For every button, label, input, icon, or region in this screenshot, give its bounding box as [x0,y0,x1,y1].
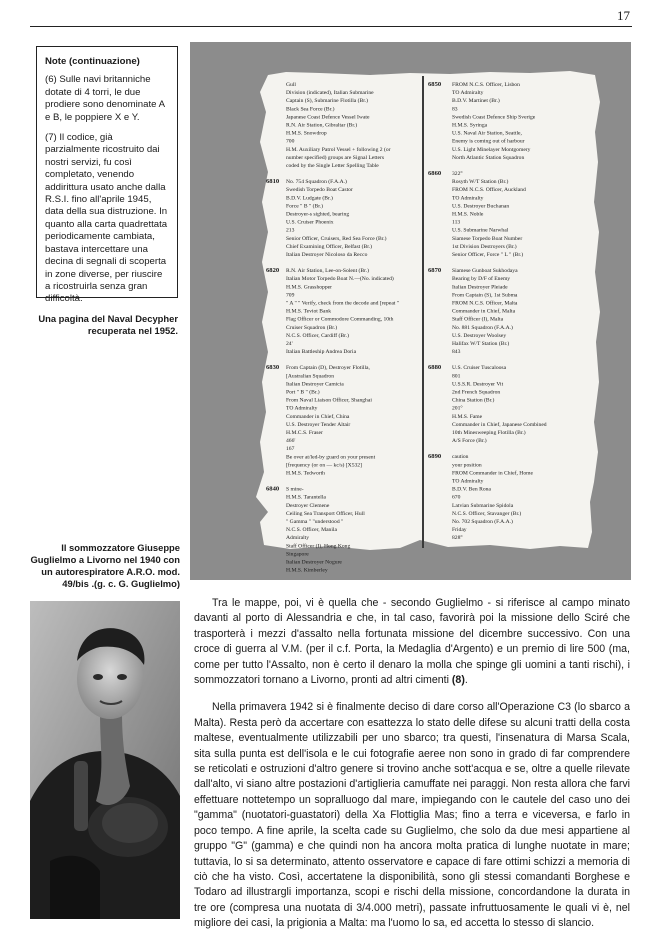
codebook-entry: 700 [286,138,295,145]
diver-portrait [30,601,180,919]
codebook-entry: Gull [286,82,296,88]
codebook-group-code: 6880 [428,364,442,372]
codebook-entry: H.M.S. Kimberley [286,567,328,574]
codebook-entry: N.C.S. Officer, Cardiff (Br.) [286,332,349,339]
header-rule [30,26,632,27]
codebook-group-code: 6830 [266,364,280,372]
codebook-entry: Division (indicated), Italian Submarine [286,90,374,97]
codebook-entry: U.S. Destroyer Buchanan [452,203,510,210]
codebook-group-code: 6810 [266,178,280,186]
codebook-entry: 213 [286,227,295,234]
codebook-entry: Italian Battleship Andrea Doria [286,349,357,356]
paragraph-1-text: Tra le mappe, poi, vi è quella che - secondo Guglielmo - si riferisce al campo minato davanti al porto di Alessandria e che, in tal caso, favorirà poi la missione dello Sciré che trasporterà i mezzi d'assalto nella fortunata missione del dicembre successivo. Con una croce di guerra al V.M. (per il c.f. Porta, la Medaglia d'Argento) e un premio di lire 500 (ma, come per tutto l'Assalto, non è certo il denaro la molla che spinge gli uomini a tanti rischi), i sommozzatori tornano a Livorno, pronti ad altri cimenti [194,597,630,687]
codebook-entry: Black Sea Force (Br.) [286,106,335,113]
codebook-entry: coded by the Single Letter Spelling Table [286,163,379,169]
codebook-entry: Commander in Chief, Japanese Combined [452,421,547,428]
codebook-entry: Staff Officer (I), Malta [452,316,504,323]
codebook-entry: No. 754 Squadron (F.A.A.) [286,179,347,186]
codebook-entry: H.M.C.S. Fraser [286,430,323,436]
codebook-entry: U.S. Naval Air Station, Seattle, [452,130,522,137]
codebook-entry: 709 [286,292,295,299]
codebook-entry: Italian Destroyer Nicoloso da Recco [286,252,368,258]
codebook-entry: 670 [452,494,461,501]
codebook-entry: U.S.S.R. Destroyer Vit [452,381,504,388]
codebook-entry: FROM Commander in Chief, Home [452,470,533,477]
codebook-entry: Destroyer Clemene [286,502,330,509]
codebook-entry: 1st Division Destroyers (Br.) [452,243,517,250]
codebook-group-code: 6820 [266,267,280,275]
codebook-entry: " A " " Verify, check from the decode and [repeat " [286,300,400,307]
codebook-entry: B.D.V. Martinet (Br.) [452,98,500,105]
codebook-entry: From Naval Liaison Officer, Shanghai [286,397,372,404]
codebook-entry: 167 [286,446,295,453]
caption-decypher: Una pagina del Naval Decypher recuperata nel 1952. [38,313,178,336]
codebook-entry: B.D.V. Ben Rona [452,486,491,493]
codebook-entry: Staff Officer (I), Hong Kong [286,543,351,550]
codebook-entry: Chief Examining Officer, Belfast (Br.) [286,243,373,250]
codebook-entry: 466' [286,438,296,445]
footnote-ref-8: (8) [451,674,465,687]
codebook-entry: H.M. Auxiliary Patrol Vessel + following 2 (or [286,146,391,153]
codebook-entry: Commander in Chief, China [286,413,350,420]
codebook-entry: number specified) groups are Signal Letters [286,154,385,161]
article-paragraph-2: Nella primavera 1942 si è finalmente deciso di dare corso all'Operazione C3 (lo sbarco a Malta). Resta però da accertare con esattezza lo stato delle difese su alcuni tratti della costa maltese, eventualmente utilizzabili per uno sbarco; tra questi, l'insenatura di Marsa Scala, sita sulla punta est dell'isola e le cui fotografie aeree non sono in grado di far comprendere se reticolati e ostruzioni d'altro genere si trovino anche sott'acqua e se, oltre a quelle rilevate dall'alto, vi siano altre postazioni d'artiglieria camuffate nei paraggi. Non resta allora che farvi effettuare nottetempo un sopralluogo dal mare, impiegando con le cautele del caso uno dei "gamma" (nuotatori-guastatori) della Xa Flottiglia Mas; fino a terra e viceversa, e farlo in poco tempo. A fine aprile, la scelta cade su Guglielmo, che solo da due mesi appartiene al gruppo "G" (gamma) e che quindi non ha ancora molta pratica di lunghe nuotate in mare; tuttavia, lo si sa determinato, attento osservatore e capace di fare ottimi schizzi a memoria di ciò che ha visto. Così, accertatene la disponibilità, sono gli stessi comandanti Borghese e Todaro ad illustrargli importanza, scopi e rischi della missione, concordandone la durata in tre ore (compresa una nuotata di 3/4.000 metri), passate infruttuosamente le quali vi è, nel migliore dei casi, la prigionia a Malta: ma l'uomo lo sa, ed accetta lo stesso di slancio. [194,701,630,930]
codebook-entry: Swedish Torpedo Boat Castor [286,187,353,194]
codebook-entry: Cruiser Squadron (Br.) [286,324,338,331]
codebook-entry: A/S Force (Br.) [452,438,487,445]
codebook-entry: B.D.V. Ludgate (Br.) [286,195,333,202]
codebook-entry: TO Admiralty [452,478,484,485]
codebook-entry: Halifax W/T Station (Br.) [452,341,510,347]
codebook-entry: 801 [452,373,461,380]
note-7: (7) Il codice, già parzialmente ricostruito dai nostri servizi, fu così completato, venendo addirittura usato anche dalla R.S.I. fino all'aprile 1945, data della sua distruzione. In quanto alla carta quadrettata periodicamente cambiata, bastava intercettare una decina di segnali di scoperta in zone diverse, per riuscire a ricostruirla senza gran difficoltà. [45,132,168,305]
codebook-entry: U.S. Destroyer Tender Altair [286,421,351,428]
codebook-group-code: 6840 [266,485,280,493]
article-paragraph-1 [194,596,630,688]
codebook-entry: Captain (S), Submarine Flotilla (Br.) [286,98,369,105]
codebook-entry: 24' [286,341,293,347]
codebook-entry: H.M.S. Tarantella [286,494,326,501]
codebook-entry: Latvian Submarine Spidola [452,502,514,509]
codebook-entry: No. 881 Squadron (F.A.A.) [452,324,513,331]
codebook-entry: 201° [452,405,463,412]
caption-diver: Il sommozzatore Giuseppe Guglielmo a Livorno nel 1940 con un autorespiratore A.R.O. mod. 49/bis .(g. c. G. Guglielmo) [30,542,180,589]
codebook-entry: Japanese Coast Defence Vessel Iwate [286,114,370,121]
codebook-entry: " Gamma " "understood " [286,519,344,525]
codebook-gutter [422,76,424,548]
codebook-entry: [Australian Squadron [286,373,335,380]
codebook-entry: N.C.S. Officer, Manila [286,527,337,534]
codebook-entry: U.S. Light Minelayer Montgomery [452,146,531,153]
codebook-entry: Italian Destroyer Nogure [286,559,342,566]
codebook-entry: 83 [452,106,458,113]
codebook-entry: H.M.S. Syringa [452,122,488,129]
note-6: (6) Sulle navi britanniche dotate di 4 torri, le due prodiere sono denominate A e B, le poppiere X e Y. [45,74,165,123]
codebook-entry: Senior Officer, Cruisers, Red Sea Force (Br.) [286,235,387,242]
codebook-group-code: 6870 [428,267,442,275]
codebook-photo [190,42,631,580]
codebook-entry: TO Admiralty [452,195,484,202]
codebook-entry: FROM N.C.S. Officer, Malta [452,300,518,307]
codebook-entry: U.S. Cruiser Tuscaloosa [452,365,507,372]
codebook-entry: Force " B " (Br.) [286,203,324,210]
codebook-entry: 10th Minesweeping Flotilla (Br.) [452,430,526,436]
codebook-entry: 2nd French Squadron [452,389,501,396]
notes-box [36,46,178,305]
page-number: 17 [617,8,630,23]
codebook-entry: Rosyth W/T Station (Br.) [452,179,509,186]
codebook-group-code: 6890 [428,453,442,461]
codebook-entry: FROM N.C.S. Officer, Auckland [452,187,526,194]
codebook-entry: caution [452,454,469,461]
codebook-entry: Siamese Gunboat Sukhodaya [452,268,518,275]
codebook-entry: R.N. Air Station, Gibraltar (Br.) [286,122,358,129]
codebook-entry: Swedish Coast Defence Ship Sverige [452,114,536,121]
article-body [194,596,630,944]
codebook-entry: H.M.S. Tedworth [286,470,325,477]
codebook-entry: Italian Motor Torpedo Boat N.—(No. indicated) [286,276,394,283]
codebook-entry: From Captain (D), Destroyer Flotilla, [286,365,370,372]
codebook-entry: Friday [452,527,467,534]
codebook-entry: Singapore [286,551,309,558]
codebook-group-code: 6850 [428,81,442,88]
codebook-entry: H.M.S. Teviot Bank [286,308,332,315]
codebook-entry: S mine- [286,486,304,493]
codebook-entry: North Atlantic Station Squadron [452,154,525,161]
codebook-entry: Senior Officer, Force " L " (Br.) [452,252,524,258]
codebook-entry: N.C.S. Officer, Stavanger (Br.) [452,510,522,517]
codebook-page-image [190,42,631,580]
codebook-entry: TO Admiralty [452,90,484,97]
codebook-entry: Italian Destroyer Pleiade [452,284,508,291]
codebook-entry: TO Admiralty [286,405,318,412]
codebook-entry: U.S. Cruiser Phoenix [286,219,334,226]
paragraph-1-end: . [464,674,468,687]
codebook-entry: FROM N.C.S. Officer, Lisbon [452,82,520,88]
codebook-entry: 828° [452,535,463,542]
codebook-entry: China Station (Br.) [452,397,495,404]
codebook-entry: Bearing by D/F of Enemy [452,276,511,283]
codebook-entry: U.S. Submarine Narwhal [452,227,509,234]
codebook-entry: Destroyer-s sighted, bearing [286,211,350,218]
codebook-entry: Port " B " (Br.) [286,389,320,396]
codebook-entry: 843 [452,349,461,356]
codebook-entry: H.M.S. Grasshopper [286,284,332,291]
codebook-entry: Enemy is coming out of harbour [452,138,525,145]
codebook-entry: Ceiling Sea Transport Officer, Hull [286,510,365,517]
codebook-entry: U.S. Destroyer Woolsey [452,332,507,339]
codebook-entry: your position [452,462,482,469]
codebook-entry: 322° [452,171,463,177]
codebook-entry: H.M.S. Noble [452,211,484,218]
codebook-entry: R.N. Air Station, Lee-on-Solent (Br.) [286,268,369,275]
codebook-entry: Italian Destroyer Camicia [286,381,344,388]
codebook-entry: Siamese Torpedo Boat Number [452,235,523,242]
codebook-entry: Commander in Chief, Malta [452,308,516,315]
codebook-entry: No. 702 Squadron (F.A.A.) [452,519,513,525]
codebook-entry: H.M.S. Snowdrop [286,130,327,137]
codebook-entry: Admiralty [286,535,309,542]
codebook-entry: Be over at/led-by guard on your present [286,454,376,461]
codebook-entry: [frequency (or on — kc/s) [X532] [286,462,362,469]
diver-photo [30,601,180,919]
codebook-entry: H.M.S. Fame [452,413,483,420]
codebook-entry: Flag Officer or Commodore Commanding, 10th [286,316,394,323]
codebook-group-code: 6860 [428,170,442,177]
notes-title: Note (continuazione) [45,56,140,67]
codebook-entry: 113 [452,219,461,226]
codebook-entry: From Captain (S), 1st Subma [452,292,518,299]
